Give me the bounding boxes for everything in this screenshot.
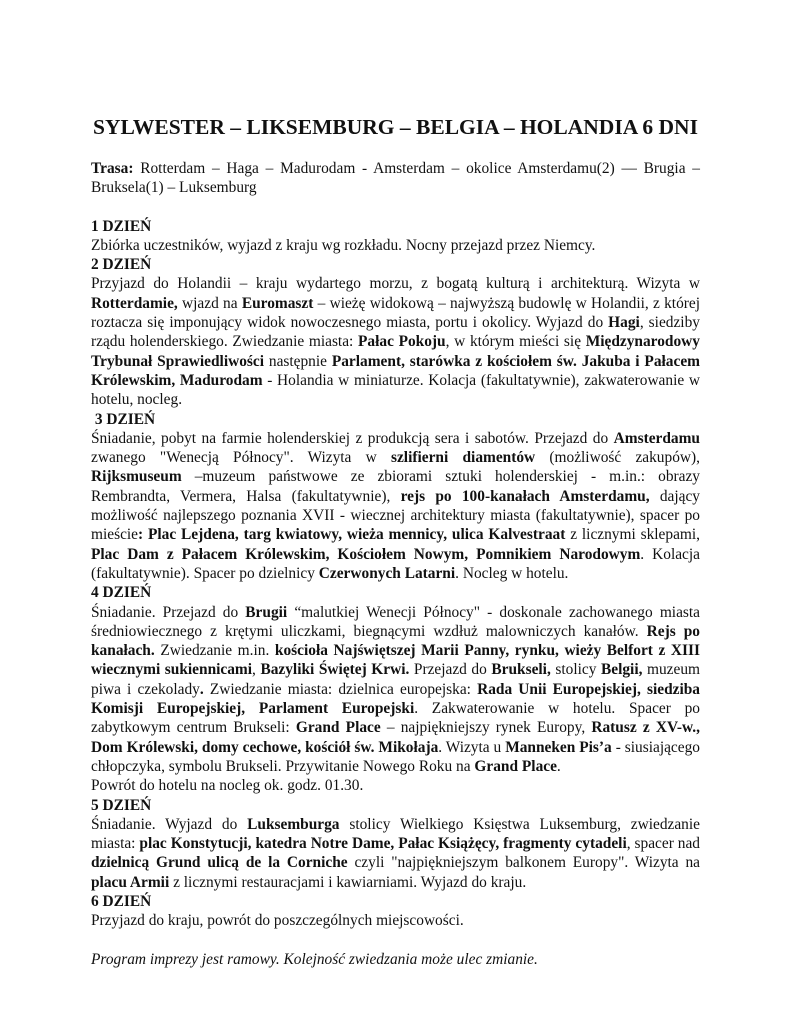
bold-text: Amsterdamu: [613, 429, 700, 447]
bold-text: Brugii: [245, 603, 288, 621]
text-run: .: [556, 757, 561, 775]
bold-text: Euromaszt: [241, 294, 314, 312]
document-page: [91, 0, 700, 969]
text-run: Śniadanie. Wyjazd do: [91, 815, 248, 833]
text-run: z licznymi restauracjami i kawiarniami. Wyjazd do kraju.: [169, 873, 527, 891]
day-heading: 3 DZIEŃ: [91, 410, 156, 428]
text-run: następnie: [264, 352, 332, 370]
day-description: [91, 911, 700, 930]
bold-text: : Plac Lejdena, targ kwiatowy, wieża mennicy, ulica Kalvestraat: [138, 526, 566, 544]
text-run: zwanego "Wenecją Północy". Wizyta w: [91, 449, 391, 467]
text-run: . Nocleg w hotelu.: [455, 564, 569, 582]
text-run: . Zakwaterowanie w hotelu. Spacer po zabytkowym centrum Brukseli:: [91, 700, 700, 737]
text-run: Zbiórka uczestników, wyjazd z kraju wg rozkładu. Nocny przejazd przez Niemcy.: [91, 236, 596, 254]
bold-text: dzielnicą Grund ulicą de la Corniche: [91, 854, 348, 872]
bold-text: Pałac Pokoju: [358, 333, 446, 351]
text-run: , w którym mieści się: [445, 333, 586, 351]
text-run: Śniadanie. Przejazd do: [91, 603, 246, 621]
text-run: stolicy Wielkiego Księstwa Luksemburg, zwiedzanie miasta:: [91, 815, 700, 853]
bold-text: Belgii,: [600, 661, 643, 679]
day-description: [91, 815, 700, 892]
day-section-4: [91, 583, 700, 795]
text-run: czyli "najpiękniejszym balkonem Europy". Wizyta na: [347, 854, 701, 872]
text-run: dający możliwość najlepszego poznania XVII - wiecznej architektury miasta (fakultatywnie), spacer po mieście: [91, 487, 700, 544]
text-run: Przyjazd do kraju, powrót do poszczególnych miejscowości.: [91, 912, 464, 930]
text-run: ,: [252, 661, 261, 679]
text-run: , siedziby rządu holenderskiego. Zwiedzanie miasta:: [91, 314, 700, 351]
text-run: muzeum piwa i czekolady: [91, 661, 700, 698]
bold-text: Międzynarodowy Trybunał Sprawiedliwości: [91, 333, 700, 370]
text-run: - siusiającego chłopczyka, symbolu Brukseli. Przywitanie Nowego Roku na: [91, 738, 700, 775]
text-run: Śniadanie, pobyt na farmie holenderskiej z produkcją sera i sabotów. Przejazd do: [91, 429, 614, 447]
day-section-5: [91, 796, 700, 892]
day-section-2: [91, 255, 700, 409]
bold-text: Grand Place: [295, 719, 381, 737]
bold-text: Rada Unii Europejskiej, siedziba Komisji Europejskiej, Parlament Europejski: [91, 680, 700, 718]
text-run: , spacer nad: [626, 835, 700, 853]
bold-text: Hagi: [608, 314, 640, 332]
text-run: . Wizyta u: [438, 738, 506, 756]
text-run: Przejazd do: [409, 661, 492, 679]
day-heading: 4 DZIEŃ: [91, 584, 152, 602]
program-note: Program imprezy jest ramowy. Kolejność zwiedzania może ulec zmianie.: [91, 950, 538, 968]
text-run: stolicy: [550, 661, 601, 679]
bold-text: kościoła Najświętszej Marii Panny, rynku, wieży Belfort z XIII wiecznymi sukiennicami: [91, 642, 700, 679]
bold-text: Grand Place: [474, 757, 557, 775]
bold-text: Manneken Pis’a: [505, 738, 612, 756]
document-title: SYLWESTER – LIKSEMBURG – BELGIA – HOLANDIA 6 DNI: [93, 115, 698, 139]
bold-text: .: [199, 680, 204, 698]
bold-text: plac Konstytucji, katedra Notre Dame, Pałac Książęcy, fragmenty cytadeli: [139, 835, 627, 853]
bold-text: Ratusz z XV-w., Dom Królewski, domy cechowe, kościół św. Mikołaja: [91, 719, 701, 756]
bold-text: Rotterdamie,: [91, 294, 178, 312]
day-description: [91, 274, 700, 409]
bold-text: szlifierni diamentów: [390, 449, 536, 467]
bold-text: rejs po 100-kanałach Amsterdamu,: [400, 487, 650, 505]
day-heading: 2 DZIEŃ: [91, 256, 152, 274]
text-run: –muzeum państwowe ze zbiorami sztuki holenderskiej - m.in.: obrazy Rembrandta, Vermera, Halsa (fakultatywnie),: [91, 468, 700, 505]
text-run: Przyjazd do Holandii – kraju wydartego morzu, z bogatą kulturą i architekturą. Wizyta w: [91, 275, 700, 293]
bold-text: Bazyliki Świętej Krwi.: [260, 661, 410, 679]
route-paragraph: [91, 159, 700, 198]
day-heading: 5 DZIEŃ: [91, 796, 152, 814]
bold-text: Plac Dam z Pałacem Królewskim, Kościołem Nowym, Pomnikiem Narodowym: [91, 545, 641, 563]
day-heading: 6 DZIEŃ: [91, 892, 152, 910]
text-run: (możliwość zakupów),: [535, 449, 700, 467]
day-extra-line: Powrót do hotelu na nocleg ok. godz. 01.30.: [91, 777, 364, 795]
bold-text: Trasa:: [91, 160, 134, 177]
bold-text: Brukseli,: [491, 661, 551, 679]
day-section-3: [91, 410, 700, 584]
text-run: Rotterdam – Haga – Madurodam - Amsterdam – okolice Amsterdamu(2) — Brugia – Bruksela(1) – Luksemburg: [91, 160, 700, 197]
bold-text: placu Armii: [91, 873, 170, 891]
day-heading: 1 DZIEŃ: [91, 217, 152, 235]
bold-text: Rejs po kanałach.: [91, 622, 700, 660]
bold-text: Rijksmuseum: [91, 468, 182, 486]
day-description: [91, 429, 700, 583]
bold-text: Luksemburga: [247, 815, 340, 833]
day-section-1: [91, 217, 700, 256]
text-run: Zwiedzanie m.in.: [154, 642, 275, 660]
spacer: [91, 198, 700, 217]
text-run: – wieżę widokową – najwyższą budowlę w Holandii, z której roztacza się imponujący widok nowoczesnego miasta, portu i okolicy. Wyjazd do: [91, 294, 700, 332]
bold-text: Czerwonych Latarni: [318, 564, 456, 582]
text-run: . Kolacja (fakultatywnie). Spacer po dzielnicy: [91, 545, 700, 582]
day-description: [91, 236, 700, 255]
bold-text: Parlament, starówka z kościołem św. Jakuba i Pałacem Królewskim, Madurodam: [91, 352, 700, 389]
text-run: z licznymi sklepami,: [565, 526, 700, 544]
text-run: “malutkiej Wenecji Północy" - doskonale zachowanego miasta średniowiecznego z krętymi uliczkami, biegnącymi wzdłuż malowniczych kanałów.: [91, 603, 700, 640]
day-section-6: [91, 892, 700, 931]
text-run: – najpiękniejszy rynek Europy,: [380, 719, 592, 737]
text-run: - Holandia w miniaturze. Kolacja (fakultatywnie), zakwaterowanie w hotelu, nocleg.: [91, 371, 700, 409]
text-run: Zwiedzanie miasta: dzielnica europejska:: [203, 680, 478, 698]
day-description: [91, 603, 700, 777]
text-run: wjazd na: [177, 294, 242, 312]
